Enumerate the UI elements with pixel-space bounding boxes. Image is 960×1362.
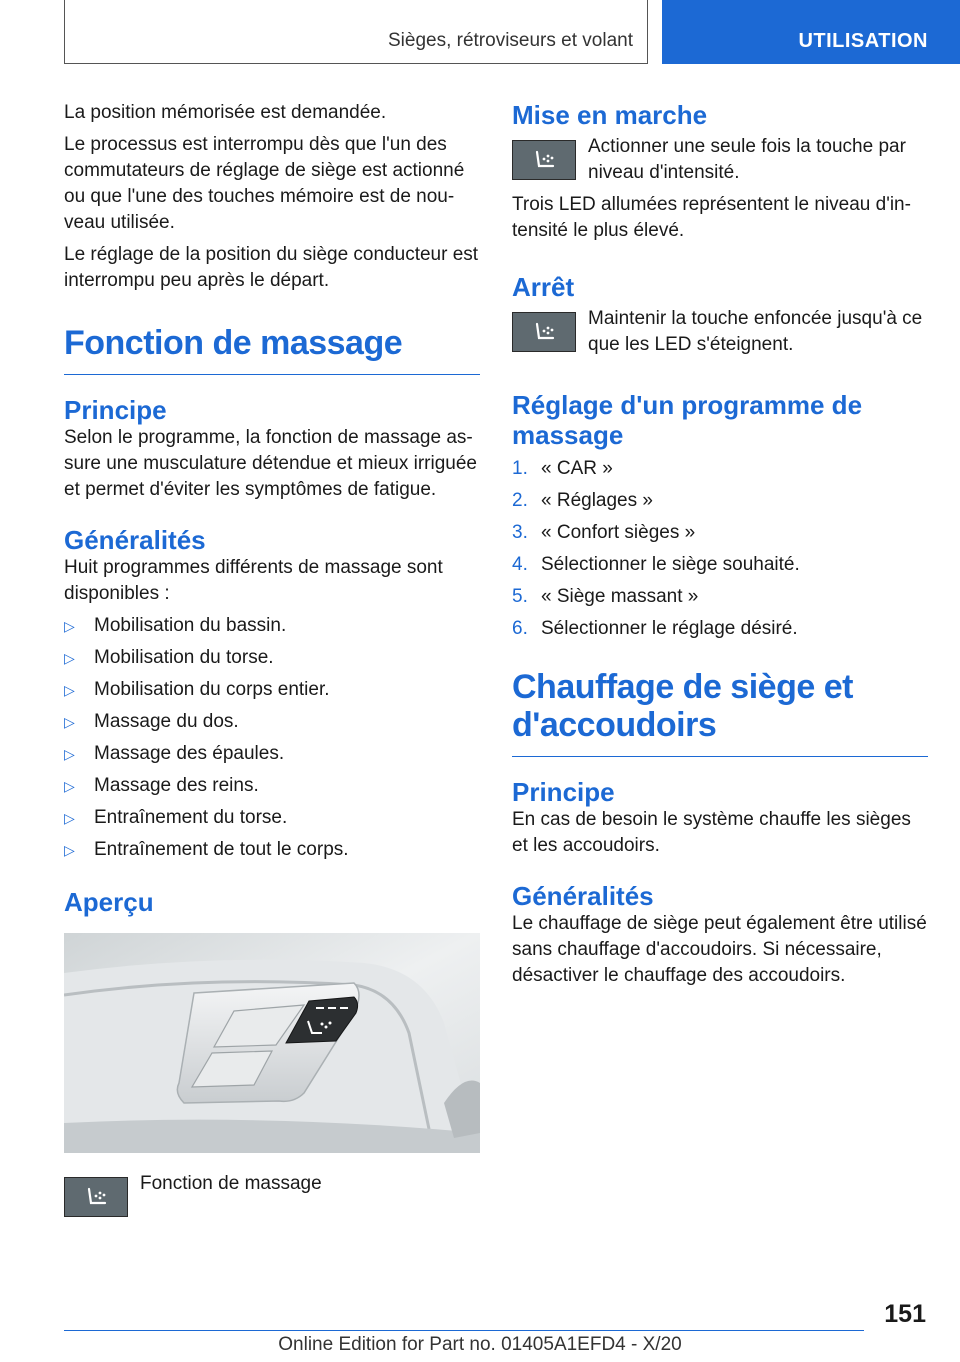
reglage-heading: Réglage d'un programme de massage [512, 390, 863, 450]
triangle-right-icon: ▷ [64, 618, 75, 634]
principe-text: En cas de besoin le système chauffe les sièges et les accoudoirs. [512, 809, 911, 856]
triangle-right-icon: ▷ [64, 810, 75, 826]
list-item: ▷ Massage du dos. [64, 709, 480, 735]
list-item: 5. « Siège massant » [512, 586, 699, 607]
reglage-steps [512, 456, 928, 642]
intro-paragraph: La position mémorisée est demandée. [64, 102, 387, 123]
arret-icon-row [512, 306, 928, 360]
list-item: 4. Sélectionner le siège souhaité. [512, 554, 800, 575]
generalites-text: Huit programmes différents de massage sont disponibles : [64, 557, 443, 604]
edition-text: Online Edition for Part no. 01405A1EFD4 - X/20 [278, 1334, 682, 1355]
left-column [64, 100, 480, 1225]
triangle-right-icon: ▷ [64, 650, 75, 666]
triangle-right-icon: ▷ [64, 714, 75, 730]
section-title: Sièges, rétroviseurs et volant [387, 30, 633, 51]
mise-icon-text: Actionner une seule fois la touche par niveau d'intensité. [588, 136, 906, 183]
list-item: ▷ Mobilisation du bassin. [64, 613, 480, 639]
section-title-massage: Fonction de massage [64, 324, 403, 362]
triangle-right-icon: ▷ [64, 746, 75, 762]
triangle-right-icon: ▷ [64, 682, 75, 698]
section-title-wrap [512, 668, 928, 757]
mise-text: Trois LED allumées représentent le niveau d'intensité le plus élevé. [512, 194, 911, 241]
intro-paragraph: Le réglage de la position du siège conducteur est interrompu peu après le départ. [64, 244, 479, 291]
icon-caption: Fonction de massage [140, 1173, 322, 1194]
header-chapter-tab[interactable] [662, 0, 960, 64]
apercu-heading: Aperçu [64, 887, 154, 917]
arret-icon-text: Maintenir la touche enfoncée jusqu'à ce que les LED s'éteignent. [588, 308, 923, 355]
generalites-text: Le chauffage de siège peut également être utilisé sans chauffage d'accoudoirs. Si nécessaire, désactiver le chauffage des accoudoirs. [512, 913, 927, 986]
massage-program-list [64, 613, 480, 863]
seat-massage-icon [512, 312, 576, 352]
list-item: ▷ Massage des reins. [64, 773, 480, 799]
generalites-heading: Généralités [512, 881, 654, 911]
list-item: 2. « Réglages » [512, 490, 653, 511]
list-item: 6. Sélectionner le réglage désiré. [512, 618, 798, 639]
generalites-heading: Généralités [64, 525, 206, 555]
list-item: 3. « Confort sièges » [512, 522, 696, 543]
page-number: 151 [884, 1300, 926, 1328]
principe-text: Selon le programme, la fonction de massage assure une musculature détendue et mieux irriguée et permet d'éviter les symptômes de fatigue. [64, 427, 477, 500]
list-item: ▷ Massage des épaules. [64, 741, 480, 767]
seat-massage-icon [64, 1177, 128, 1217]
icon-caption-row [64, 1171, 480, 1225]
list-item: 1. « CAR » [512, 458, 613, 479]
triangle-right-icon: ▷ [64, 842, 75, 858]
seat-massage-icon [512, 140, 576, 180]
footer-divider [64, 1330, 864, 1331]
chapter-title: UTILISATION [798, 30, 928, 52]
list-item: ▷ Entraînement de tout le corps. [64, 837, 480, 863]
list-item: ▷ Mobilisation du corps entier. [64, 677, 480, 703]
principe-heading: Principe [64, 395, 167, 425]
principe-heading: Principe [512, 777, 615, 807]
section-title-chauffage: Chauffage de siège et d'accoudoirs [512, 668, 853, 744]
mise-en-marche-heading: Mise en marche [512, 100, 708, 130]
list-item: ▷ Entraînement du torse. [64, 805, 480, 831]
right-column [512, 100, 928, 995]
arret-heading: Arrêt [512, 272, 575, 302]
seat-massage-switch-photo [64, 933, 480, 1153]
header-section-box [64, 0, 648, 64]
intro-paragraph: Le processus est interrompu dès que l'un des commutateurs de réglage de siège est actionné ou que l'une des touches mémoire est de nouveau utilisée. [64, 134, 465, 233]
mise-icon-row [512, 134, 928, 188]
list-item: ▷ Mobilisation du torse. [64, 645, 480, 671]
section-title-wrap [64, 324, 480, 375]
triangle-right-icon: ▷ [64, 778, 75, 794]
